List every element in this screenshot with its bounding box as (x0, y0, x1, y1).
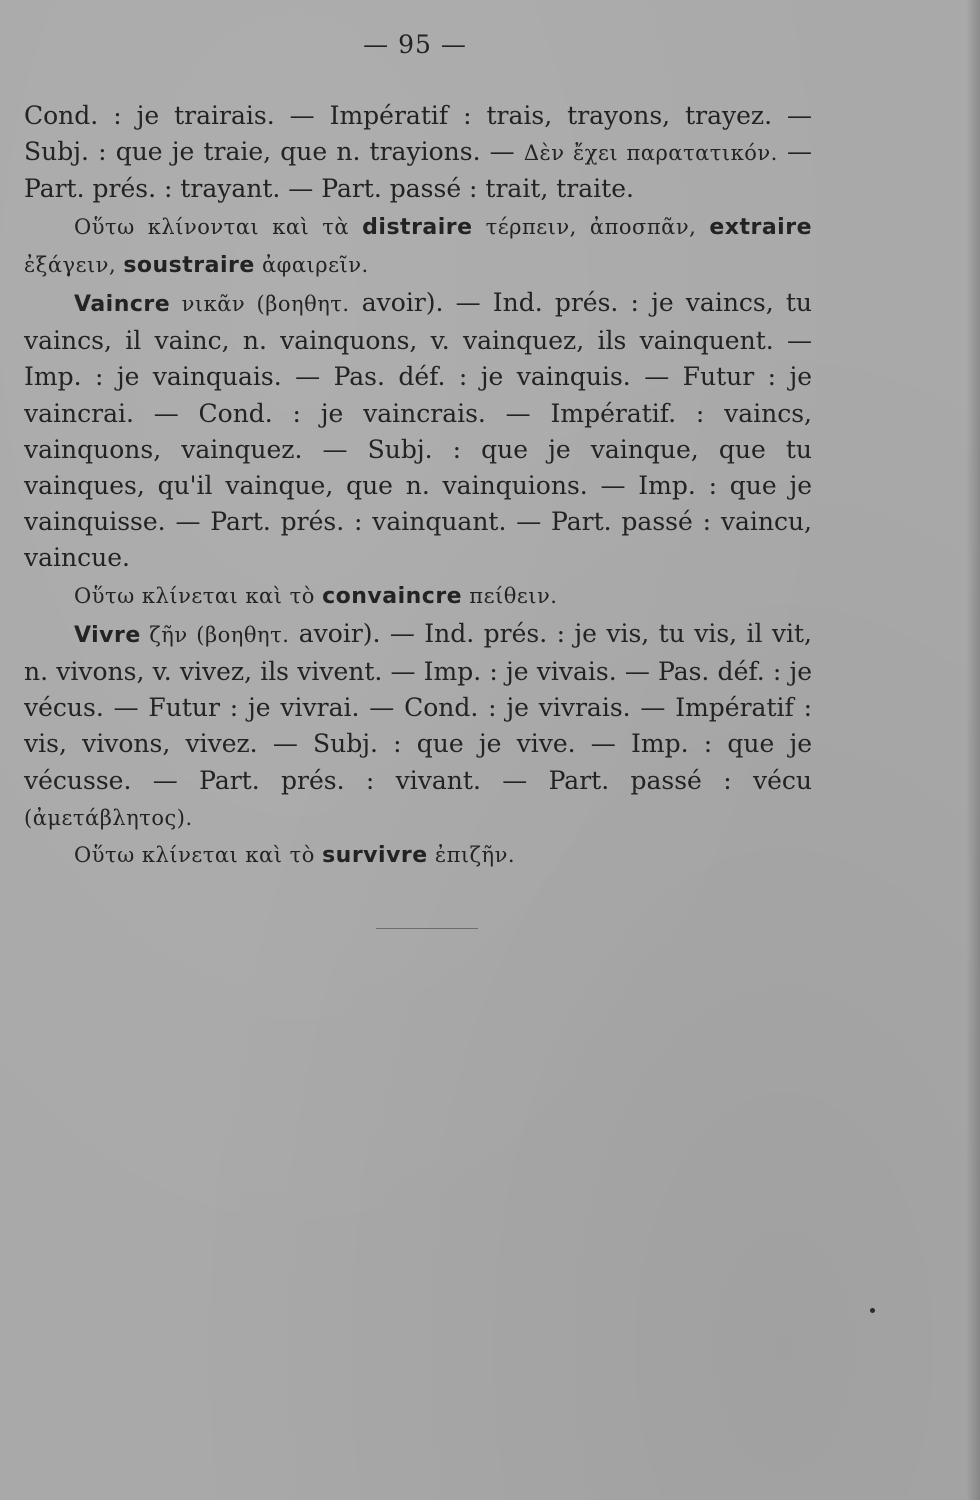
ink-speck (870, 1308, 875, 1313)
paragraph-vaincre (24, 285, 812, 577)
page-number: — 95 — (363, 30, 467, 59)
paragraph-vivre (24, 616, 812, 836)
greek-intro-convaincre: Οὕτω κλίνεται καὶ τὸ (74, 583, 323, 608)
verb-distraire: distraire (362, 214, 473, 240)
verb-vaincre: Vaincre (74, 292, 171, 318)
greek-intro-survivre: Οὕτω κλίνεται καὶ τὸ (74, 843, 323, 868)
greek-note-invariable: (ἀμετάβλητος). (24, 805, 193, 830)
greek-gloss-distraire: τέρπειν, ἀποσπᾶν, (472, 214, 710, 239)
greek-gloss-vivre: ζῆν (βοηθητ. (140, 622, 290, 647)
vivre-conjugation-text: avoir). — Ind. prés. : je vis, tu vis, il vit, n. vivons, v. vivez, ils vivent. — Imp. : je vivais. — Pas. déf. : je vécus. — Futur : je vivrai. — Cond. : je vivrais. — Impératif : vis, vivons, vivez. — Subj. : que je vive. — Imp. : que je vécusse. — Part. prés. : vivant. — Part. passé : vécu (24, 618, 813, 795)
vaincre-conjugation-text: avoir). — Ind. prés. : je vaincs, tu vaincs, il vainc, n. vainquons, v. vainquez, ils vainquent. — Imp. : je vainquais. — Pas. déf. : je vainquis. — Futur : je vaincrai. — Cond. : je vaincrais. — Impératif. : vaincs, vainquons, vainquez. — Subj. : que je vainque, que tu vainques, qu'il vainque, que n. vainquions. — Imp. : que je vainquisse. — Part. prés. : vainquant. — Part. passé : vaincu, vaincue. (24, 288, 812, 573)
traire-conjugation-text-1: Cond. : je trairais. — Impératif : trais, trayons, trayez. — Subj. : que je traie, que n. trayions. — (24, 101, 812, 167)
greek-gloss-soustraire: ἀφαιρεῖν. (254, 252, 369, 277)
greek-gloss-convaincre: πείθειν. (462, 583, 558, 608)
paragraph-traire-conjugation (24, 98, 812, 208)
section-divider-rule (376, 928, 478, 929)
verb-convaincre: convaincre (322, 583, 463, 609)
traire-conjugation-text-2: — Part. prés. : trayant. — Part. passé : trait, traite. (24, 137, 813, 204)
paragraph-convaincre (24, 577, 812, 615)
verb-vivre: Vivre (74, 622, 141, 648)
greek-note-no-imperfect: Δὲν ἔχει παρατατικόν. (523, 141, 778, 166)
greek-gloss-extraire: ἐξάγειν, (24, 252, 124, 277)
greek-gloss-vaincre: νικᾶν (βοηθητ. (170, 292, 350, 317)
verb-survivre: survivre (322, 843, 428, 869)
verb-soustraire: soustraire (123, 252, 255, 278)
paragraph-distraire-group (24, 208, 812, 284)
greek-gloss-survivre: ἐπιζῆν. (427, 843, 516, 868)
greek-intro-text: Οὕτω κλίνονται καὶ τὰ (74, 214, 363, 239)
page-edge-shadow (966, 0, 980, 1500)
paragraph-survivre (24, 836, 812, 874)
verb-extraire: extraire (709, 214, 812, 240)
main-text (24, 98, 812, 874)
